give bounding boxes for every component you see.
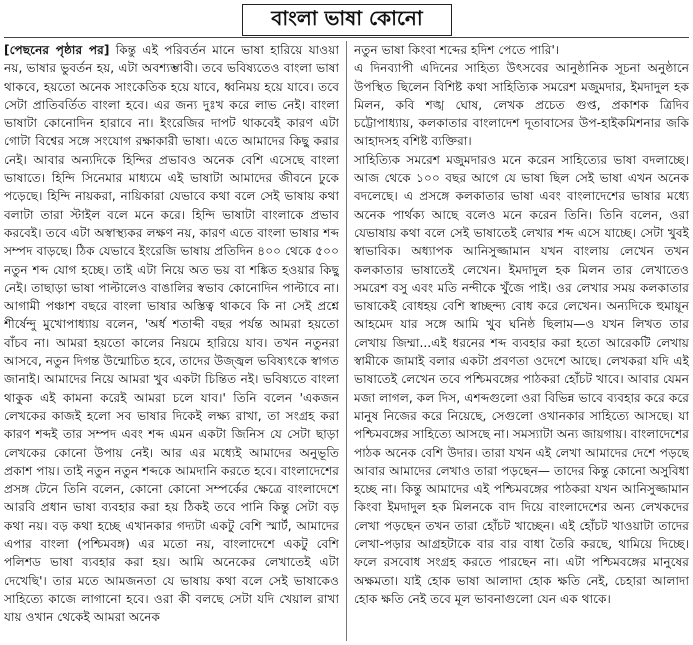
header-rule	[4, 37, 689, 38]
left-body-text: কিন্তু এই পরিবর্তন মানে ভাষা হারিয়ে যাওয়া নয়, ভাষার ভুবর্তন হয়, এটা অবশ্যম্ভাবী। তবে ভবিষ্যতেও বাংলা ভাষা থাকবে, হয়তো অনেক সাংকেতিক হয়ে যাবে, ধ্বনিময় হয়ে যাবে। তবে সেটা প্রাতিবর্তিত বাংলা হবে। এর জন্য দুঃখ করে লাভ নেই। বাংলা ভাষাটা কোনোদিন হারাবে না। ইংরেজির দাপট থাকবেই কারণ এটা গোটা বিশ্বের সঙ্গে সংযোগ রক্ষাকারী ভাষা। এতে আমাদের কিছু করার নেই। আবার অন্যদিকে হিন্দির প্রভাবও অনেক বেশি এসেছে বাংলা ভাষাতে। হিন্দি সিনেমার মাধ্যমে এই ভাষাটা আমাদের জীবনে ঢুকে পড়েছে। হিন্দি নায়করা, নায়িকারা যেভাবে কথা বলে সেই ভাষায় কথা বলাটা তারা স্টাইল বলে মনে করে। হিন্দি ভাষাটা বাংলাকে প্রভাব করবেই। তবে এটা অস্বাস্থ্যকর লক্ষণ নয়, কারণ এতে বাংলা ভাষার শব্দ সম্পদ বাড়ছে। ঠিক যেভাবে ইংরেজি ভাষায় প্রতিদিন ৪০০ থেকে ৫০০ নতুন শব্দ যোগ হচ্ছে। তাই এটা নিয়ে অত ভয় বা শঙ্কিত হওয়ার কিছু নেই। তাছাড়া ভাষা পাল্টালেও বাঙালির স্বভাব কোনোদিন পাল্টাবে না। আগামী পঞ্চাশ বছরে বাংলা ভাষার অস্তিত্ব থাকবে কি না সেই প্রশ্নে শীর্ষেন্দু মুখোপাধ্যায় বলেন, 'অর্ধ শতাব্দী বছর পর্যন্ত আমরা হয়তো বাঁচব না। আমরা হয়তো কালের নিয়মে হারিয়ে যাব। তখন নতুনরা আসবে, নতুন দিগন্ত উন্মোচিত হবে, তাদের উজ্জ্বল ভবিষ্যৎকে স্বাগত জানাই। আমাদের নিয়ে আমরা খুব একটা চিন্তিত নই। ভবিষ্যতে বাংলা থাকুক এই কামনা করেই আমরা চলে যাব।' তিনি বলেন 'একজন লেখকের কাজই হলো সব ভাষার দিকেই লক্ষ্য রাখা, তা সংগ্রহ করা কারণ শব্দই তার সম্পদ এবং শব্দ এমন একটা জিনিস যে সেটা ছাড়া লেখকের কোনো উপায় নেই। আর এর মধ্যেই আমাদের অনুভূতি প্রকাশ পায়। তাই নতুন নতুন শব্দকে আমদানি করতে হবে। বাংলাদেশের প্রসঙ্গ টেনে তিনি বলেন, কোনো কোনো সম্পর্কের ক্ষেত্রে বাংলাদেশে আরবি প্রধান ভাষা ব্যবহার করা হয় ঠিকই তবে পানি কিন্তু সেটা বড় কথা নয়। বড় কথা হচ্ছে এখানকার গদ্যটা একটু বেশি স্মার্ট, আমাদের এপার বাংলা (পশ্চিমবঙ্গ) এর মতো নয়, বাংলাদেশে একটু বেশি পলিশড ভাষা ব্যবহার করা হয়। আমি অনেকের লেখাতেই এটা দেখেছি'। তার মতে আমজনতা যে ভাষায় কথা বলে সেই ভাষাকেও সাহিত্যে কাজে লাগানো হবে। ওরা কী বলছে সেটা যদি খেয়াল রাখা যায় ওখান থেকেই আমরা অনেক	[4, 43, 339, 625]
continued-label: [পেছনের পৃষ্ঠার পর]	[4, 43, 110, 57]
right-column	[354, 41, 689, 641]
headline: বাংলা ভাষা কোনো	[242, 4, 452, 36]
left-paragraph	[4, 41, 339, 627]
right-paragraph-2: এ দিনব্যাপী এদিনের সাহিত্য উৎসবের আনুষ্ঠানিক সূচনা অনুষ্ঠানে উপস্থিত ছিলেন বিশিষ্ট কথা সাহিত্যিক সমরেশ মজুমদার, ইমদাদুল হক মিলন, কবি শঙ্খ ঘোষ, লেখক প্রচেত গুপ্ত, প্রকাশক ত্রিদিব চট্টোপাধ্যায়, কলকাতার বাংলাদেশ দূতাবাসের উপ-হাইকমিশনার জকি আহাদসহ বশিষ্ট ব্যক্তিরা।	[354, 61, 689, 149]
left-column	[4, 41, 339, 641]
right-paragraph-3: সাহিত্যিক সমরেশ মজুমদারও মনে করেন সাহিত্যের ভাষা বদলাচ্ছে। আজ থেকে ১০০ বছর আগে যে ভাষা ছিল সেই ভাষা এখন অনেক বদলেছে। এ প্রসঙ্গে কলকাতার ভাষা এবং বাংলাদেশের ভাষার মধ্যে অনেক পার্থক্য আছে বলেও মনে করেন তিনি। তিনি বলেন, ওরা যেভাষায় কথা বলে সেই ভাষাতেই লেখার শব্দ এসে যাচ্ছে। সেটা খুবই স্বাভাবিক। অধ্যাপক আনিসুজ্জামান যখন বাংলায় লেখেন তখন কলকাতার ভাষাতেই লেখেন। ইমদাদুল হক মিলন তার লেখাতেও সমরেশ বসু এবং মতি নন্দীকে খুঁজে পাই। ওর লেখার সময় কলকাতার ভাষাকেই বোধহয় বেশি স্বাচ্ছন্দ্য বোধ করে লেখেন। অন্যদিকে হুমায়ূন আহমেদ যার সঙ্গে আমি খুব ঘনিষ্ঠ ছিলাম—ও যখন লিখত তার লেখায় জিম্মা...এই ধরনের শব্দ ব্যবহার করা হতো আরেকটি লেখায় স্বামীকে জামাই বলার একটা প্রবণতা ওদেশে আছে। লেখকরা যদি এই ভাষাতেই লেখেন তবে পশ্চিমবঙ্গের পাঠকরা হোঁচট খাবে। আবার যেমন মজা লাগল, কল দিস, এশব্দগুলো ওরা বিভিন্ন ভাবে ব্যবহার করে করে মানুষ নিজের করে নিয়েছে, সেগুলো ওখানকার সাহিত্যে আসছে। যা পশ্চিমবঙ্গের সাহিত্যে আসছে না। সমস্যাটা অন্য জায়গায়। বাংলাদেশের পাঠক অনেক বেশি উদার। তারা যখন এই লেখা আমাদের দেশে পড়ছে আবার আমাদের লেখাও তারা পড়ছেন— তাদের কিন্তু কোনো অসুবিধা হচ্ছে না। কিন্তু আমাদের এই পশ্চিমবঙ্গের পাঠকরা যখন আনিসুজ্জামান কিংবা ইমদাদুল হক মিলনকে বাদ দিয়ে বাংলাদেশের অন্য লেখকদের লেখা পড়ছেন তখন তারা হোঁচট খাচ্ছেন। এই হোঁচট খাওয়াটা তাদের লেখা-পড়ার আগ্রহটাকে বার বার বাধা তৈরি করছে, থামিয়ে দিচ্ছে। ফলে রসবোধ সংগ্রহ করতে পারছেন না। এটা পশ্চিমবঙ্গের মানুষের অক্ষমতা। যাই হোক ভাষা আলাদা হোক ক্ষতি নেই, চেহারা আলাদা হোক ক্ষতি নেই তবে মূল ভাবনাগুলো যেন এক থাকে।	[354, 152, 689, 606]
right-paragraph-1: নতুন ভাষা কিংবা শব্দের হদিশ পেতে পারি'।	[354, 43, 560, 57]
column-divider	[346, 41, 347, 641]
